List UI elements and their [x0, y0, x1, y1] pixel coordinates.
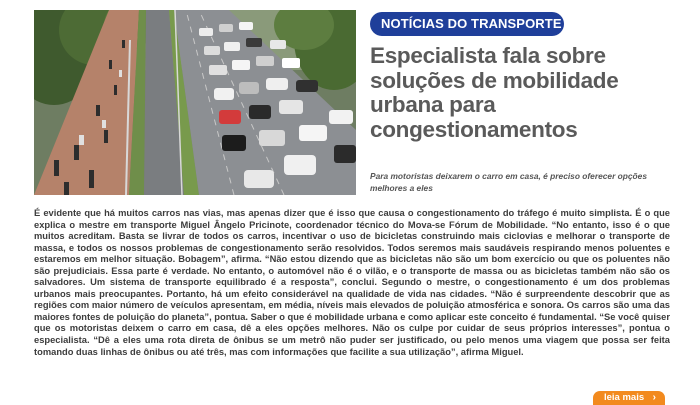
- article-headline: Especialista fala sobre soluções de mobilidade urbana para congestionamentos: [370, 43, 619, 142]
- article-body: É evidente que há muitos carros nas vias, mas apenas dizer que é isso que causa o congestionamento do tráfego é muito simplista. É o que explica o mestre em transporte Miguel Ângelo Pricinote, coordenador técnico do Mova-se Fórum de Mobilidade. “No entanto, isso é o que muitos acreditam. Basta se livrar de todos os carros, incentivar o uso de bicicletas construindo mais ciclovias e melhorar o transporte de massa, e todos os nossos problemas de congestionamento serão resolvidos. Todos seremos mais saudáveis respirando menos poluentes e estaremos em melhor situação. Bobagem”, afirma. “Não estou dizendo que as bicicletas não são um bom exercício ou que os poluentes não são prejudiciais. Essa parte é verdade. No entanto, o automóvel não é o vilão, e o transporte de massa ou as bicicletas também não são os salvadores. Um sistema de transporte equilibrado é a resposta”, conclui. Segundo o mestre, o congestionamento é um dos problemas urbanos mais preocupantes. Portanto, há um efeito considerável na qualidade de vida nas cidades. “Não é surpreendente descobrir que as regiões com maior número de veículos apresentam, em média, níveis mais elevados de poluição atmosférica e sonora. Os carros são uma das maiores fontes de poluição do planeta”, pontua. Saber o que é mobilidade urbana e como aplicar este conceito é fundamental. “Se você quiser que os motoristas deixem o carro em casa, dê a eles opções melhores. Não os culpe por cuidar de seus próprios interesses”, pontua o especialista. “Dê a eles uma rota direta de ônibus se um metrô não puder ser justificado, ou pelo menos uma viagem que possa ser feita tomando duas linhas de ônibus ou até três, mas com informações que facilite a sua utilização”, afirma Miguel.: [34, 208, 670, 357]
- article-photo: [34, 10, 356, 195]
- chevron-right-icon: ›: [652, 392, 656, 403]
- read-more-label: leia mais: [604, 392, 645, 403]
- section-badge[interactable]: NOTÍCIAS DO TRANSPORTE: [370, 12, 564, 36]
- read-more-button[interactable]: [593, 391, 665, 405]
- photo-caption: Para motoristas deixarem o carro em casa, é preciso oferecer opções melhores a eles: [370, 171, 647, 193]
